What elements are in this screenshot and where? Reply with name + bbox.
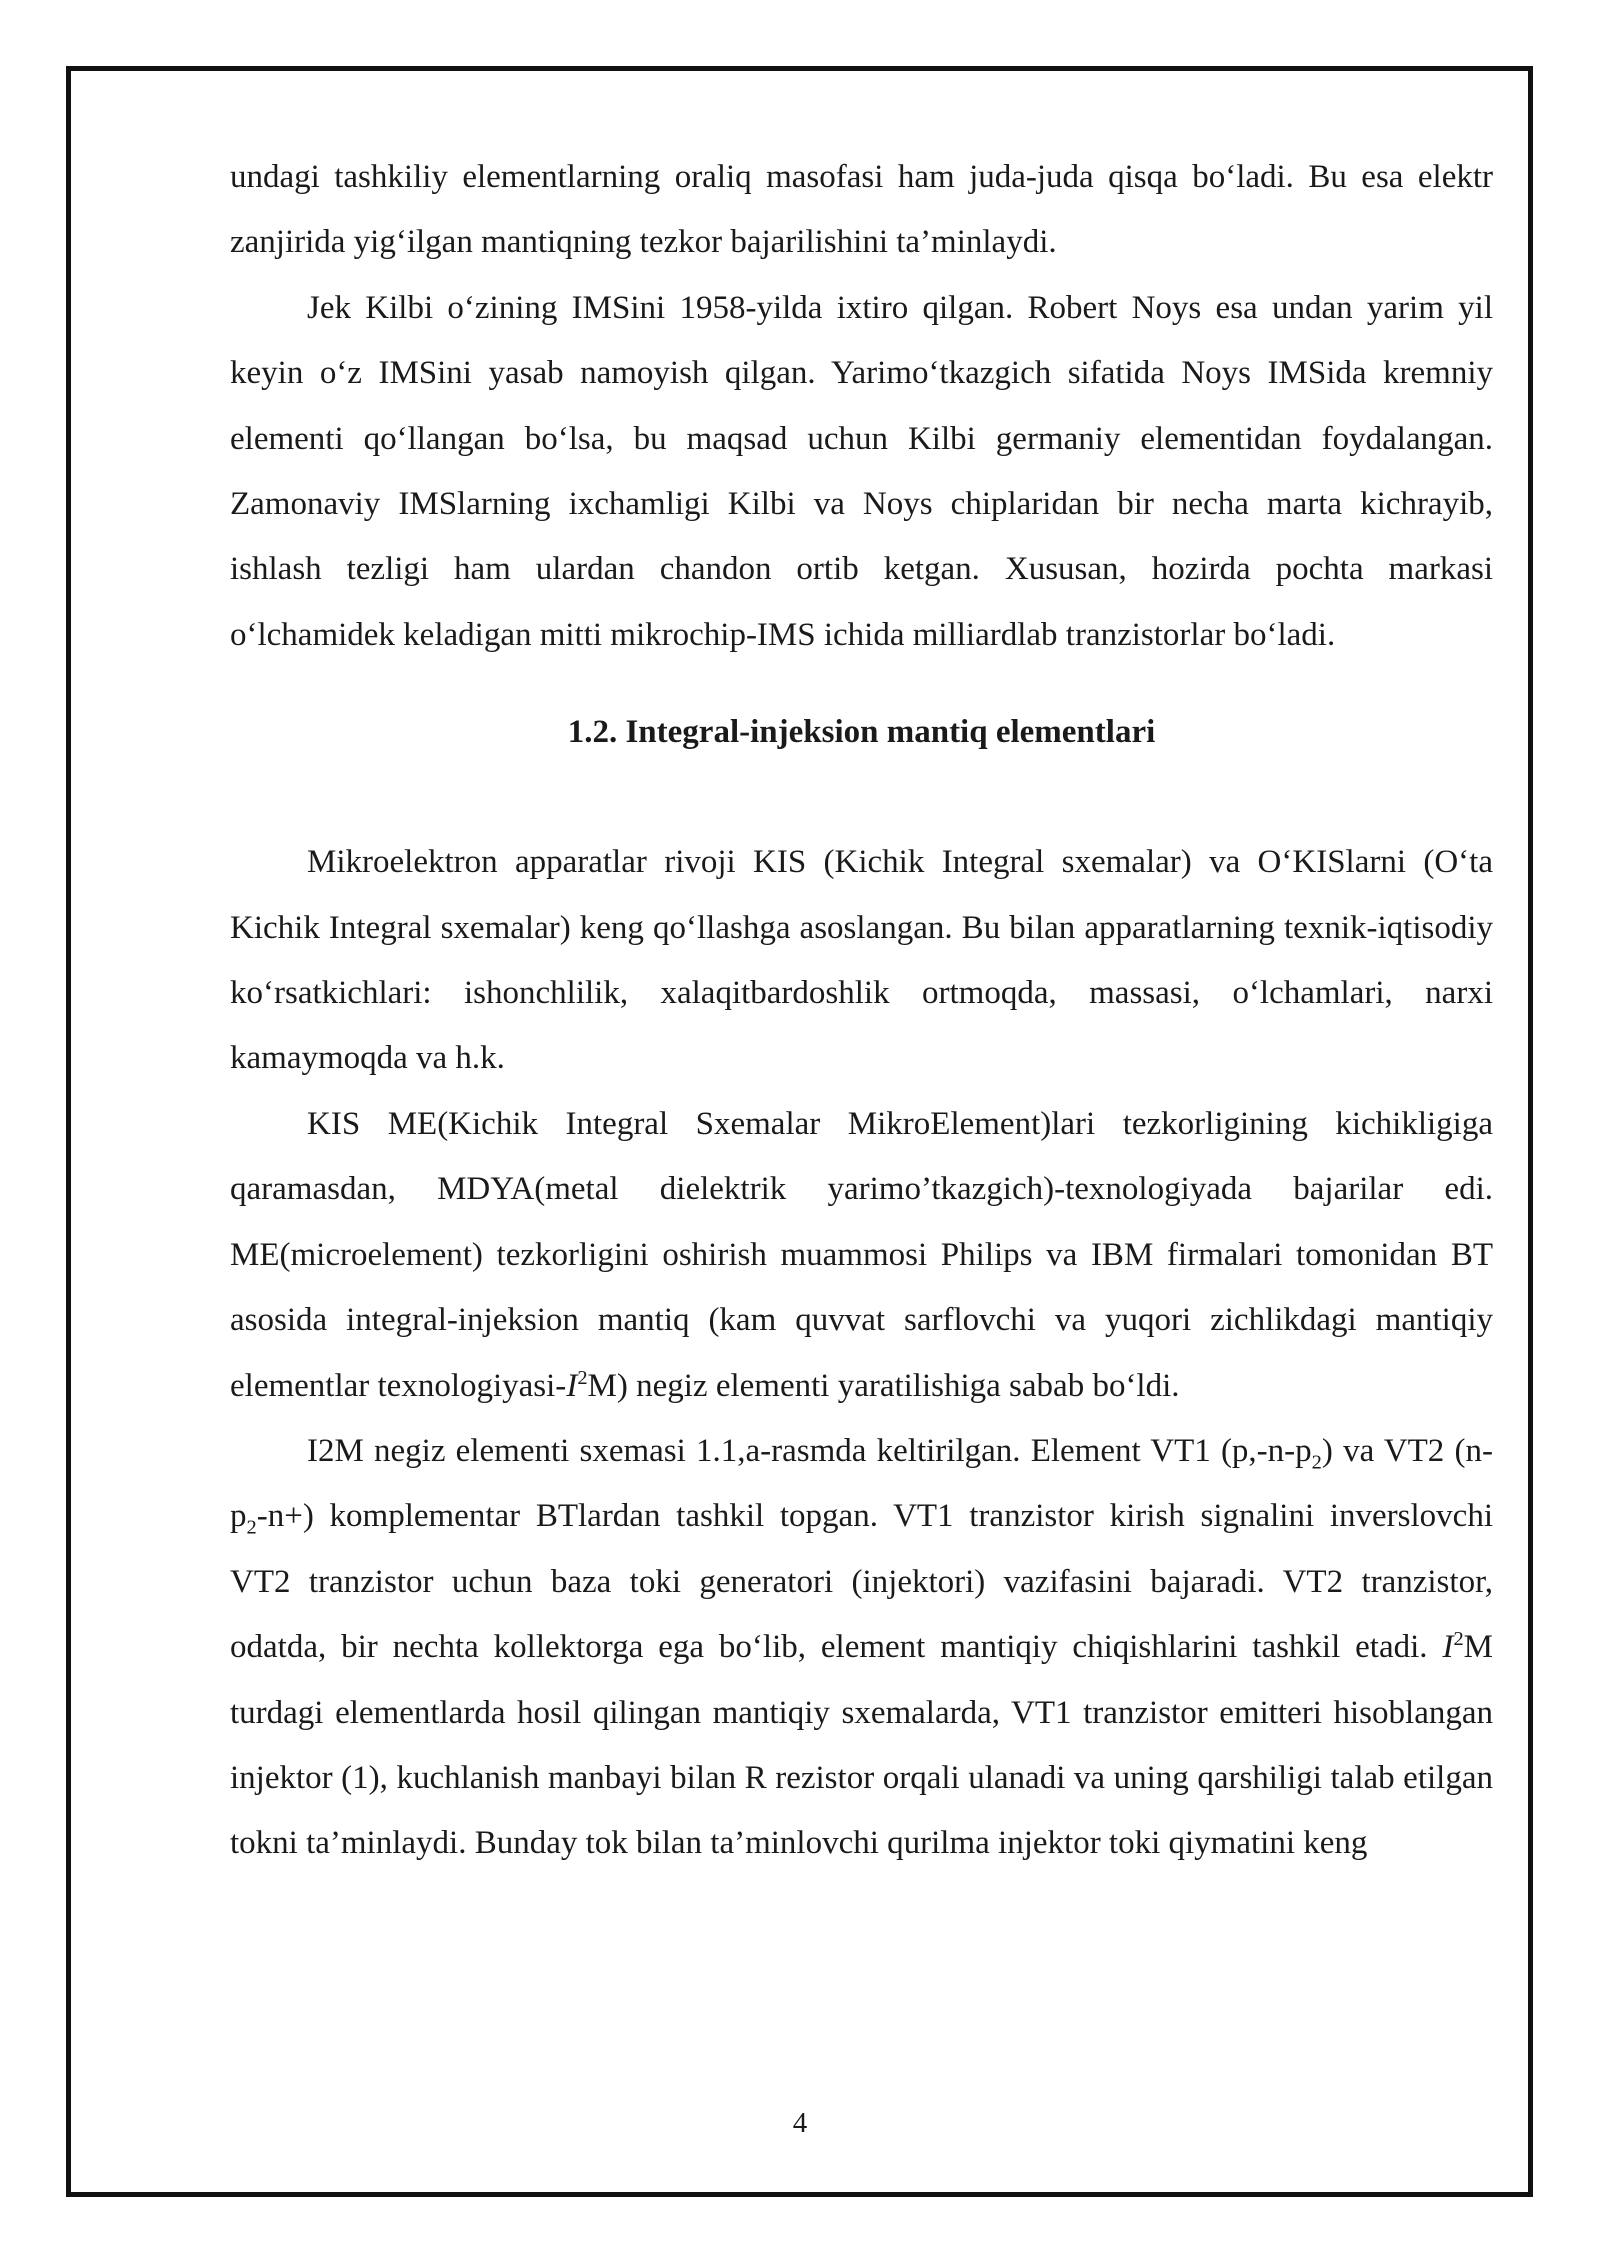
paragraph-1: undagi tashkiliy elementlarning oraliq masofasi ham juda-juda qisqa bo‘ladi. Bu esa elektr zanjirida yig‘ilgan mantiqning tezkor bajarilishini ta’minlaydi. [230,159,1493,261]
formula-superscript-2: 2 [1453,1628,1464,1651]
paragraph-5-text-c: -n+) komplementar BTlardan tashkil topgan. VT1 tranzistor kirish signalini inverslovchi VT2 tranzistor uchun baza toki generatori (injektori) vazifasini bajaradi. VT2 tranzistor, odatda, bir nechta kollektorga ega bo‘lib, element mantiqiy chiqishlarini tashkil etadi. [230,1498,1493,1666]
paragraph-5-text-a: I2M negiz elementi sxemasi 1.1,a-rasmda keltirilgan. Element VT1 (p,-n-p [307,1432,1312,1469]
paragraph-4-text-b: M) negiz elementi yaratilishiga sabab bo‘ldi. [587,1367,1180,1404]
document-body [230,145,1493,1877]
formula-superscript: 2 [577,1366,588,1389]
paragraph-2: Jek Kilbi o‘zining IMSini 1958-yilda ixtiro qilgan. Robert Noys esa undan yarim yil keyin o‘z IMSini yasab namoyish qilgan. Yarimo‘tkazgich sifatida Noys IMSida kremniy elementi qo‘llangan bo‘lsa, bu maqsad uchun Kilbi germaniy elementidan foydalangan. Zamonaviy IMSlarning ixchamligi Kilbi va Noys chiplaridan bir necha marta kichrayib, ishlash tezligi ham ulardan chandon ortib ketgan. Xususan, hozirda pochta markasi o‘lchamidek keladigan mitti mikrochip-IMS ichida milliardlab tranzistorlar bo‘ladi. [230,289,1493,653]
paragraph-3: Mikroelektron apparatlar rivoji KIS (Kichik Integral sxemalar) va O‘KISlarni (O‘ta Kichik Integral sxemalar) keng qo‘llashga asoslangan. Bu bilan apparatlarning texnik-iqtisodiy ko‘rsatkichlari: ishonchlilik, xalaqitbardoshlik ortmoqda, massasi, o‘lchamlari, narxi kamaymoqda va h.k. [230,844,1493,1077]
section-heading: 1.2. Integral-injeksion mantiq elementlari [567,714,1156,751]
paragraph-4 [230,1092,1493,1419]
formula-i-symbol-2: I [1442,1629,1454,1666]
subscript-2: 2 [246,1516,257,1539]
subscript-1: 2 [1311,1451,1322,1474]
paragraph-5-text-d: M turdagi elementlarda hosil qilingan mantiqiy sxemalarda, VT1 tranzistor emitteri hisoblangan injektor (1), kuchlanish manbayi bilan R rezistor orqali ulanadi va uning qarshiligi talab etilgan tokni ta’minlaydi. Bunday tok bilan ta’minlovchi qurilma injektor toki qiymatini keng [230,1629,1493,1862]
formula-i-symbol: I [566,1367,578,1404]
paragraph-4-text-a: KIS ME(Kichik Integral Sxemalar MikroElement)lari tezkorligining kichikligiga qaramasdan, MDYA(metal dielektrik yarimo’tkazgich)-texnologiyada bajarilar edi. ME(microelement) tezkorligini oshirish muammosi Philips va IBM firmalari tomonidan BT asosida integral-injeksion mantiq (kam quvvat sarflovchi va yuqori zichlikdagi mantiqiy elementlar texnologiyasi- [230,1105,1493,1404]
paragraph-5-text-b: ) va VT2 (n-p [230,1432,1493,1535]
paragraph-5 [230,1419,1493,1877]
page-number: 4 [792,2107,808,2139]
